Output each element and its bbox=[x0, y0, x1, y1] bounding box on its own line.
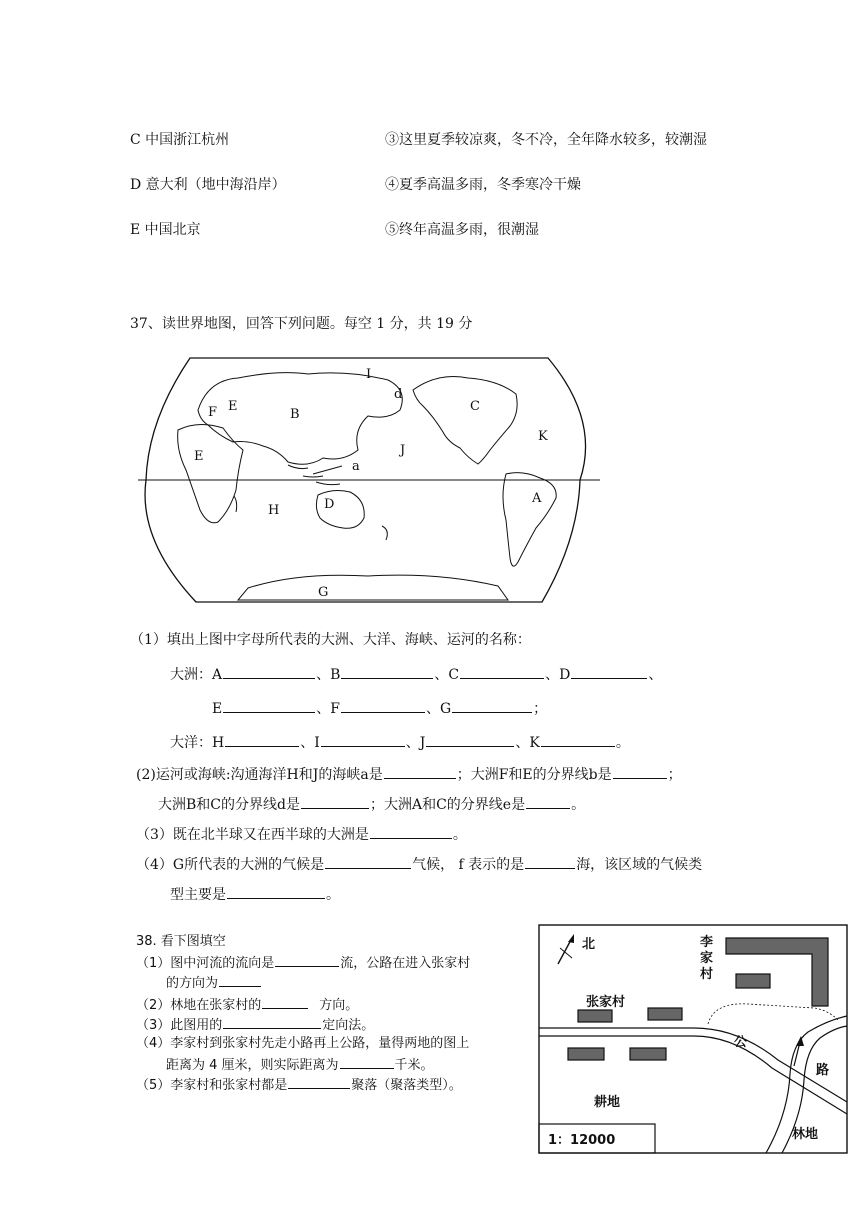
road-label-gong: 公 bbox=[734, 1035, 748, 1050]
map-label-j: J bbox=[400, 443, 406, 458]
q37-p1-row1: 大洲：A 、B 、C 、D 、 bbox=[170, 664, 662, 685]
blank-climate-g[interactable] bbox=[325, 854, 411, 869]
forest-label: 林地 bbox=[792, 1127, 819, 1142]
q37-p4-line2: 型主要是 。 bbox=[170, 884, 340, 905]
map-label-g: G bbox=[318, 585, 329, 600]
blank-strait-a[interactable] bbox=[384, 764, 456, 779]
blank-river-flow[interactable] bbox=[275, 952, 339, 967]
q37-p3: （3）既在北半球又在西半球的大洲是 。 bbox=[136, 824, 467, 845]
blank-j[interactable] bbox=[426, 732, 514, 747]
q38-l4b: 距离为 4 厘米，则实际距离为 千米。 bbox=[166, 1054, 434, 1076]
map-label-e: E bbox=[194, 449, 204, 464]
blank-d[interactable] bbox=[571, 664, 647, 679]
map-label-d: d bbox=[394, 387, 403, 402]
map-label-c: C bbox=[470, 399, 480, 414]
lijia-char-3: 村 bbox=[700, 967, 714, 982]
farmland-label: 耕地 bbox=[594, 1095, 621, 1110]
blank-settlement-type[interactable] bbox=[288, 1074, 350, 1089]
q38-l5: （5）李家村和张家村都是 聚落（聚落类型）。 bbox=[136, 1074, 462, 1096]
match-left-c: C 中国浙江杭州 bbox=[130, 132, 230, 148]
blank-f[interactable] bbox=[341, 698, 425, 713]
road-label-lu: 路 bbox=[816, 1063, 830, 1078]
blank-sea-f[interactable] bbox=[525, 854, 575, 869]
blank-forest-direction[interactable] bbox=[262, 994, 308, 1009]
blank-e[interactable] bbox=[223, 698, 315, 713]
world-map bbox=[138, 350, 600, 610]
blank-continent-nw[interactable] bbox=[370, 824, 452, 839]
blank-c[interactable] bbox=[460, 664, 544, 679]
blank-climate-type[interactable] bbox=[227, 884, 325, 899]
blank-i[interactable] bbox=[321, 732, 405, 747]
q38-title: 38. 看下图填空 bbox=[136, 934, 226, 949]
blank-a[interactable] bbox=[223, 664, 315, 679]
match-left-e: E 中国北京 bbox=[130, 222, 201, 238]
q37-p1-row3: 大洋：H 、I 、J 、K 。 bbox=[170, 732, 630, 753]
q38-l1c: 的方向为 bbox=[166, 972, 262, 994]
q37-p1-title: （1）填出上图中字母所代表的大洲、大洋、海峡、运河的名称： bbox=[130, 632, 531, 648]
blank-h[interactable] bbox=[225, 732, 299, 747]
village-map bbox=[538, 924, 848, 1154]
blank-boundary-d[interactable] bbox=[301, 794, 369, 809]
lijia-char-2: 家 bbox=[700, 951, 714, 966]
blank-g[interactable] bbox=[452, 698, 532, 713]
q37-p2-line1: (2)运河或海峡:沟通海洋H和J的海峡a是 ；大洲F和E的分界线b是 ； bbox=[136, 764, 682, 785]
map-label-f: F bbox=[208, 405, 218, 420]
map-label-b: B bbox=[290, 407, 300, 422]
map-label-d-lower: D bbox=[324, 497, 335, 512]
q37-p2-line2: 大洲B和C的分界线d是 ；大洲A和C的分界线e是 。 bbox=[158, 794, 585, 815]
blank-b[interactable] bbox=[341, 664, 433, 679]
match-right-4: ④夏季高温多雨，冬季寒冷干燥 bbox=[385, 177, 581, 193]
scale-label: 1：12000 bbox=[548, 1133, 616, 1148]
blank-boundary-b[interactable] bbox=[613, 764, 667, 779]
map-label-a: A bbox=[532, 491, 542, 506]
map-label-i: I bbox=[366, 367, 372, 382]
q37-title: 37、读世界地图，回答下列问题。每空 1 分，共 19 分 bbox=[130, 316, 473, 332]
map-label-k: K bbox=[538, 429, 548, 444]
north-label: 北 bbox=[582, 937, 596, 952]
q37-p4-line1: （4）G所代表的大洲的气候是 气候， f 表示的是 海，该区域的气候类 bbox=[136, 854, 702, 875]
lijia-char-1: 李 bbox=[700, 935, 714, 950]
match-right-5: ⑤终年高温多雨，很潮湿 bbox=[385, 222, 539, 238]
map-label-e-upper: E bbox=[228, 399, 238, 414]
blank-orientation-method[interactable] bbox=[223, 1014, 321, 1029]
match-left-d: D 意大利（地中海沿岸） bbox=[130, 177, 286, 193]
blank-k[interactable] bbox=[541, 732, 615, 747]
map-label-h: H bbox=[268, 503, 280, 518]
blank-distance[interactable] bbox=[340, 1054, 394, 1069]
q38-l2: （2）林地在张家村的 方向。 bbox=[136, 994, 358, 1016]
zhangjia-label: 张家村 bbox=[586, 995, 626, 1010]
blank-boundary-e[interactable] bbox=[526, 794, 570, 809]
q37-p1-row2: E 、F 、G ； bbox=[212, 698, 547, 719]
map-label-a-strait: a bbox=[352, 459, 360, 474]
q38-l1a: （1）图中河流的流向是 流，公路在进入张家村 bbox=[136, 952, 470, 974]
q38-l4a: （4）李家村到张家村先走小路再上公路，量得两地的图上 bbox=[136, 1036, 470, 1051]
match-right-3: ③这里夏季较凉爽，冬不冷，全年降水较多，较潮湿 bbox=[385, 132, 707, 148]
blank-road-direction[interactable] bbox=[219, 972, 261, 987]
q38-l3: （3）此图用的 定向法。 bbox=[136, 1014, 374, 1036]
